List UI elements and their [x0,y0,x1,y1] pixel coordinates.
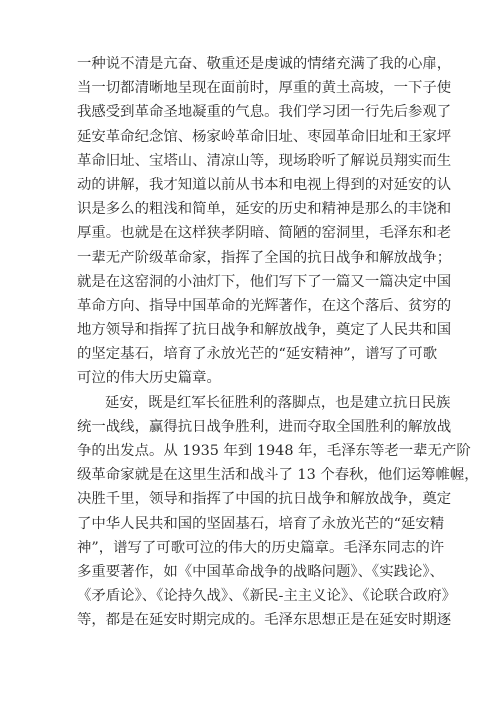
text-line: 一辈无产阶级革命家，指挥了全国的抗日战争和解放战争； [77,249,452,266]
text-line: 的坚定基石，培育了永放光芒的“延安精神”，谱写了可歌 [77,346,438,363]
text-line: 我感受到革命圣地凝重的气息。我们学习团一行先后参观了 [77,104,452,121]
text-line: 统一战线，赢得抗日战争胜利，进而夺取全国胜利的解放战 [77,418,452,435]
text-line: 一种说不清是亢奋、敬重还是虔诚的情绪充满了我的心扉， [77,56,452,72]
text-line: 革命旧址、宝塔山、清凉山等，现场聆听了解说员翔实而生 [77,152,452,169]
paragraph-2 [77,391,479,633]
text-line: 当一切都清晰地呈现在面前时，厚重的黄土高坡，一下子使 [77,80,452,97]
text-line: 争的出发点。从 1935 年到 1948 年，毛泽东等老一辈无产阶 [77,443,471,459]
text-line: 神”，谱写了可歌可泣的伟大的历史篇章。毛泽东同志的许 [77,539,445,556]
text-line: 革命方向、指导中国革命的光辉著作，在这个落后、贫穷的 [77,297,452,314]
text-line: 就是在这窑洞的小油灯下，他们写下了一篇又一篇决定中国 [77,273,452,290]
text-line: 了中华人民共和国的坚固基石，培育了永放光芒的“延安精 [77,515,445,532]
text-line: 《矛盾论》、《论持久战》、《新民-主主义论》、《论联合政府》 [77,588,456,605]
body-text [77,52,479,633]
text-line: 延安，既是红军长征胜利的落脚点，也是建立抗日民族 [105,394,451,411]
text-line: 级革命家就是在这里生活和战斗了 13 个春秋，他们运筹帷幄， [77,467,479,484]
text-line: 决胜千里，领导和指挥了中国的抗日战争和解放战争，奠定 [77,491,452,508]
text-line: 延安革命纪念馆、杨家岭革命旧址、枣园革命旧址和王家坪 [77,128,452,145]
paragraph-1 [77,52,452,391]
text-line: 地方领导和指挥了抗日战争和解放战争，奠定了人民共和国 [77,322,452,339]
text-line: 可泣的伟大历史篇章。 [77,370,221,387]
text-line: 厚重。也就是在这样狭孝阴暗、简陋的窑洞里，毛泽东和老 [77,225,452,242]
text-line: 等，都是在延安时期完成的。毛泽东思想正是在延安时期逐 [77,612,452,629]
text-line: 动的讲解，我才知道以前从书本和电视上得到的对延安的认 [77,176,452,193]
text-line: 识是多么的粗浅和简单，延安的历史和精神是那么的丰饶和 [77,201,452,218]
text-line: 多重要著作，如《中国革命战争的战略问题》、《实践论》、 [77,563,444,580]
